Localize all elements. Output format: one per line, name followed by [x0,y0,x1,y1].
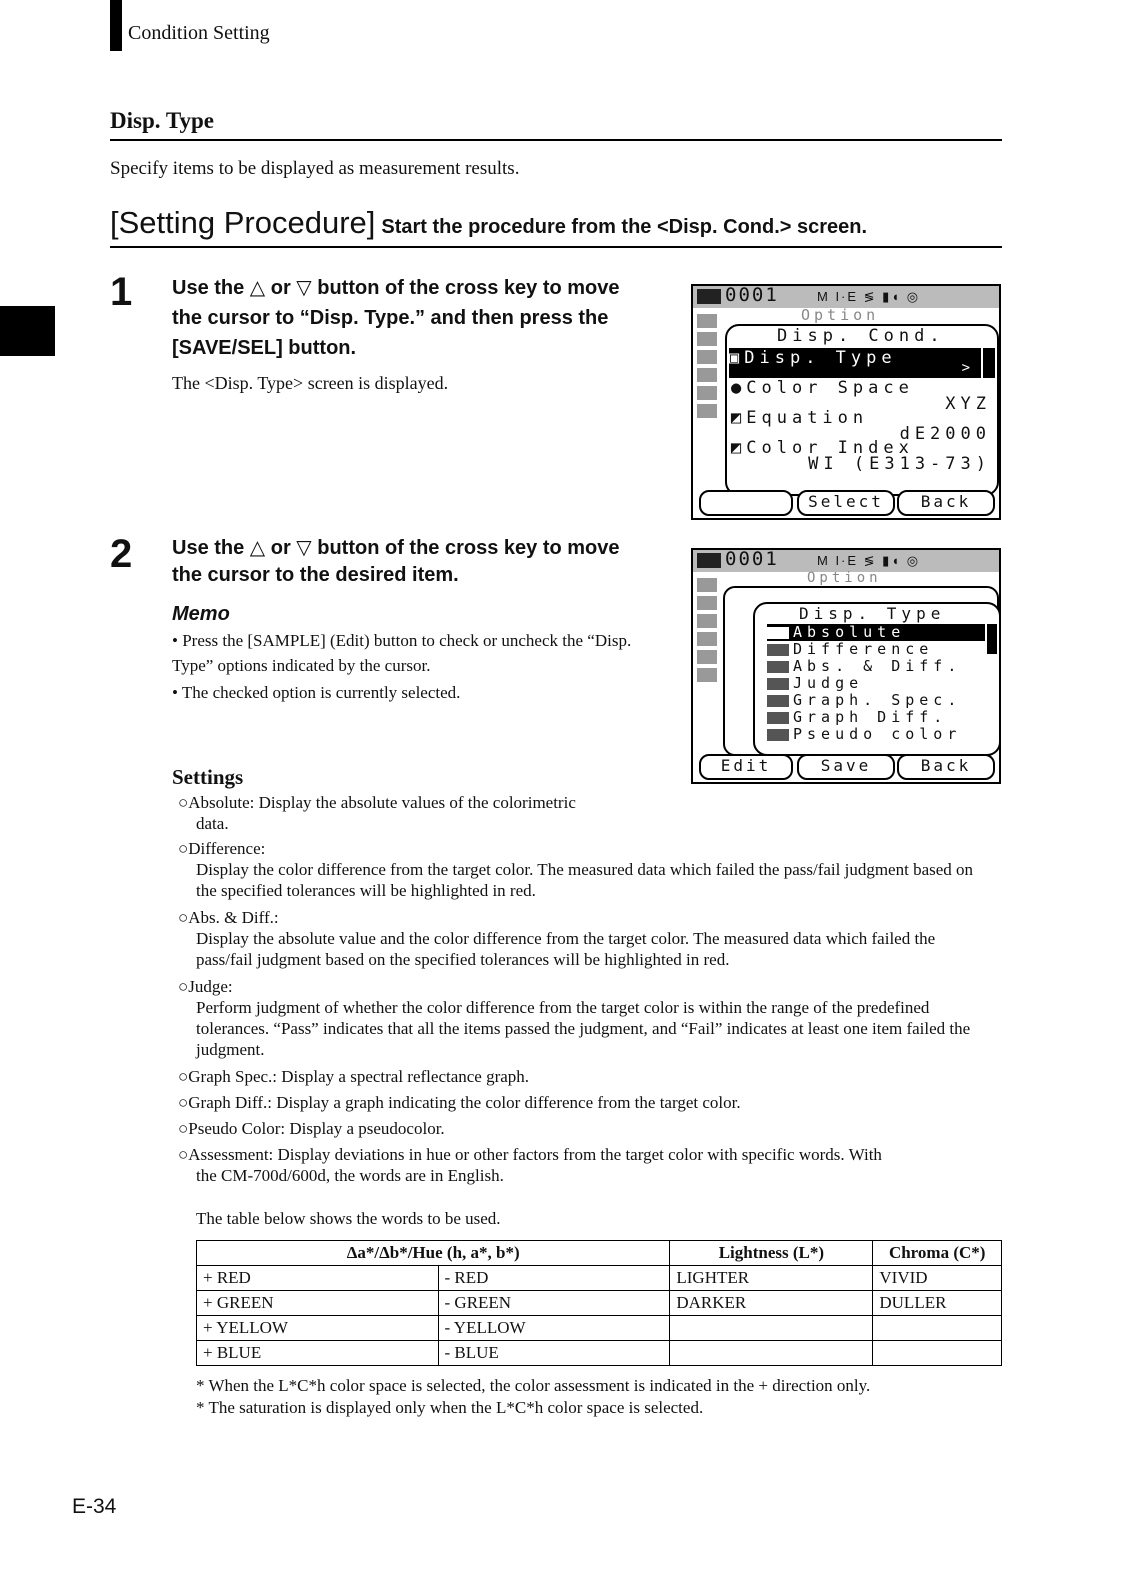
item-label: Pseudo color [793,725,962,743]
bullet-text: Press the [SAMPLE] (Edit) button to check or uncheck the “Disp. Type” options indicated by the cursor. [172,631,632,675]
procedure-rule [110,246,1002,248]
table-intro: The table below shows the words to be used. [196,1209,501,1228]
sample-number: 0001 [725,548,779,570]
setting-label: ○Absolute: Display the absolute values of the colorimetric [178,793,576,812]
col-header-lightness: Lightness (L*) [670,1241,873,1266]
table-cell: - BLUE [438,1341,670,1366]
item-label: Absolute [793,623,906,641]
softkey-left[interactable] [699,490,793,516]
table-row [197,1316,1002,1341]
checkbox-checked-icon [767,695,789,707]
menu-item-disp-type[interactable] [729,348,981,378]
table-cell: - YELLOW [438,1316,670,1341]
color-space-value: XYZ [945,394,991,414]
checkbox-checked-icon [767,644,789,656]
check-item-graph-spec[interactable] [767,692,961,709]
setting-desc: Display the absolute value and the color difference from the target color. The measured data which failed the pass/fail judgment based on the specified tolerances will be highlighted in red. [196,929,936,969]
table-cell: + RED [197,1266,439,1291]
equation-value: dE2000 [899,424,991,444]
memo-bullet-1: • Press the [SAMPLE] (Edit) button to check or uncheck the “Disp. Type” options indicated by the cursor. [172,631,632,675]
menu-item-color-space[interactable] [731,378,914,398]
table-cell [873,1341,1002,1366]
step2-number: 2 [110,532,133,576]
settings-heading: Settings [172,765,244,789]
scrollbar[interactable] [983,348,995,378]
procedure-subtitle: Start the procedure from the <Disp. Cond.> screen. [381,216,868,238]
setting-desc: the CM-700d/600d, the words are in English. [196,1166,504,1185]
status-bar [693,286,999,308]
setting-graph-diff [178,1092,993,1113]
table-row [197,1266,1002,1291]
check-item-difference[interactable] [767,641,933,658]
sample-number: 0001 [725,284,779,306]
footnote-1: * When the L*C*h color space is selected, the color assessment is indicated in the + direction only. [196,1376,871,1395]
option-tab-icons [697,574,723,724]
step1-note: The <Disp. Type> screen is displayed. [172,373,449,393]
chevron-right-icon: > [961,360,975,376]
table-row [197,1291,1002,1316]
checkbox-checked-icon [767,678,789,690]
setting-difference [178,838,993,901]
table-cell: + BLUE [197,1341,439,1366]
intro-text: Specify items to be displayed as measurement results. [110,158,520,179]
table-cell [873,1316,1002,1341]
setting-assessment [178,1144,993,1186]
step2-heading: Use the △ or ▽ button of the cross key to move the cursor to the desired item. [172,537,620,586]
edit-button[interactable]: Edit [699,754,793,780]
setting-label: ○Difference: [178,839,266,858]
save-button[interactable]: Save [797,754,895,780]
page-number: E-34 [72,1495,117,1518]
menu-item-label: Disp. Type [744,348,897,368]
setting-desc: Perform judgment of whether the color difference from the target color is within the range of the predefined tolerances. “Pass” indicates that all the items passed the judgment, and “Fail” indicates at least one item failed the judgment. [196,998,971,1059]
check-item-judge[interactable] [767,675,863,692]
col-header-hue: Δa*/Δb*/Hue (h, a*, b*) [197,1241,670,1266]
procedure-heading [110,205,867,241]
table-header-row [197,1241,1002,1266]
setting-label: ○Graph Diff.: Display a graph indicating the color difference from the target color. [178,1093,741,1112]
checkbox-checked-icon [767,712,789,724]
setting-label: ○Abs. & Diff.: [178,908,279,927]
table-cell: VIVID [873,1266,1002,1291]
table-row [197,1341,1002,1366]
color-space-icon: ● [731,378,747,398]
setting-label: ○Graph Spec.: Display a spectral reflectance graph. [178,1067,530,1086]
side-tab-marker [0,306,55,356]
step1-number: 1 [110,270,133,314]
checkbox-checked-icon [767,729,789,741]
status-bar [693,550,999,572]
back-button[interactable]: Back [897,490,995,516]
select-button[interactable]: Select [797,490,895,516]
col-header-chroma: Chroma (C*) [873,1241,1002,1266]
check-item-graph-diff[interactable] [767,709,947,726]
panel-title: Disp. Type [799,604,946,623]
setting-graph-spec [178,1066,993,1087]
footnote-2: * The saturation is displayed only when the L*C*h color space is selected. [196,1398,704,1417]
checkbox-checked-icon [767,661,789,673]
setting-label: ○Judge: [178,977,233,996]
checkbox-checked-icon [767,627,789,639]
table-cell: + YELLOW [197,1316,439,1341]
setting-absolute [178,792,993,834]
assessment-words-table [196,1240,1002,1366]
item-label: Difference [793,640,934,658]
disp-type-panel [753,602,1001,756]
sample-icon [697,289,721,304]
device-screen-disp-cond [691,284,1001,520]
status-icons: M I·E ≶ ▮◖ ◎ [817,553,921,568]
setting-label: ○Assessment: Display deviations in hue or other factors from the target color with specific words. With [178,1145,882,1164]
menu-item-equation[interactable] [731,408,868,428]
color-index-value: WI (E313-73) [808,454,991,474]
check-item-pseudo-color[interactable] [767,726,961,743]
menu-item-label: Color Space [746,378,914,398]
setting-label: ○Pseudo Color: Display a pseudocolor. [178,1119,445,1138]
table-cell: LIGHTER [670,1266,873,1291]
check-item-abs-diff[interactable] [767,658,961,675]
table-cell [670,1341,873,1366]
menu-item-label: Color Index [746,438,914,458]
step1-heading: Use the △ or ▽ button of the cross key to move the cursor to “Disp. Type.” and then press the [SAVE/SEL] button. [172,277,620,359]
item-label: Graph. Spec. [793,691,962,709]
menu-item-label: Equation [746,408,869,428]
setting-pseudo-color [178,1118,993,1139]
check-item-absolute[interactable] [767,624,985,641]
table-cell: + GREEN [197,1291,439,1316]
header-bar [110,0,122,51]
back-button[interactable]: Back [897,754,995,780]
item-label: Abs. & Diff. [793,657,962,675]
scrollbar[interactable] [987,624,997,654]
option-label: Option [801,306,880,324]
status-icons: M I·E ≶ ▮◖ ◎ [817,289,921,304]
option-tab-icons [697,310,723,460]
option-label: Option [807,570,882,586]
memo-label: Memo [172,603,230,625]
setting-judge [178,976,993,1060]
disp-type-icon: ▣ [729,348,745,368]
title-rule [110,139,1002,141]
sample-icon [697,553,721,568]
memo-bullet-2: • The checked option is currently selected. [172,683,461,702]
panel-title: Disp. Cond. [777,326,945,346]
color-index-icon: ◩ [731,438,747,458]
setting-abs-diff [178,907,993,970]
table-cell: - RED [438,1266,670,1291]
page-title: Disp. Type [110,108,214,133]
disp-cond-panel [725,324,999,496]
item-label: Graph Diff. [793,708,948,726]
item-label: Judge [793,674,864,692]
table-cell: - GREEN [438,1291,670,1316]
setting-desc: Display the color difference from the target color. The measured data which failed the pass/fail judgment based on the specified tolerances will be highlighted in red. [196,860,974,900]
table-cell [670,1316,873,1341]
bullet-text: The checked option is currently selected. [181,683,461,702]
setting-desc: data. [196,814,229,833]
section-header: Condition Setting [128,22,270,44]
device-screen-disp-type [691,548,1001,784]
table-cell: DULLER [873,1291,1002,1316]
equation-icon: ◩ [731,408,747,428]
procedure-title: [Setting Procedure] [110,205,376,240]
table-cell: DARKER [670,1291,873,1316]
